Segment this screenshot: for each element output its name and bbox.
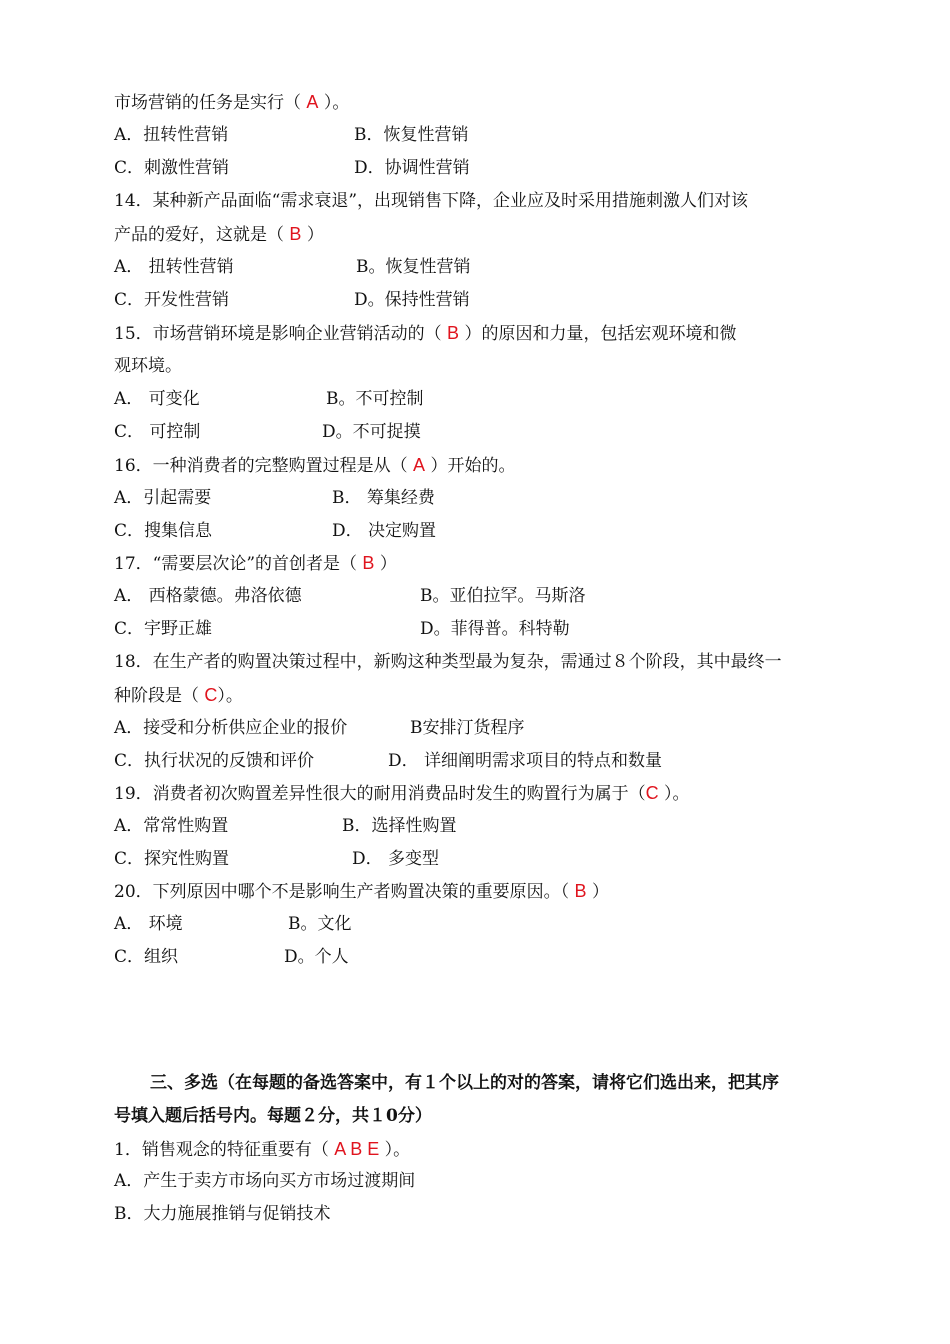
q17-option-d: D。菲得普。科特勒 [420,619,570,639]
q19-stem: 19．消费者初次购置差异性很大的耐用消费品时发生的购置行为属于（C ）。 [114,783,690,804]
q15-option-b: B。不可控制 [326,389,424,409]
q20-option-b: B。文化 [288,914,352,934]
q17-option-a: A． 西格蒙德。弗洛依德 [114,586,302,606]
q17-answer: B [362,553,375,573]
section3-heading-line2: 号填入题后括号内。每题２分，共１0分） [114,1106,432,1126]
q19-option-b: B．选择性购置 [342,816,457,836]
q14-stem-line2: 产品的爱好，这就是（ B ） [114,224,324,245]
q15-answer: B [447,323,460,343]
q14-option-d: D。保持性营销 [354,290,470,310]
q20-answer: B [574,881,587,901]
q19-answer: C [645,783,659,803]
q14-answer: B [289,224,302,244]
q13-option-c: C．刺激性营销 [114,158,230,178]
q17-stem: 17．“需要层次论”的首创者是（ B ） [114,553,397,574]
q18-option-a: A．接受和分析供应企业的报价 [114,718,348,738]
q15-option-a: A． 可变化 [114,389,200,409]
m1-option-a: A．产生于卖方市场向买方市场过渡期间 [114,1171,416,1191]
q16-option-a: A．引起需要 [114,488,212,508]
m1-answer: A B E [334,1139,380,1159]
q17-option-b: B。亚伯拉罕。马斯洛 [420,586,586,606]
q13-option-d: D．协调性营销 [354,158,470,178]
q14-stem-line1: 14．某种新产品面临“需求衰退”，出现销售下降，企业应及时采用措施刺激人们对该 [114,191,749,211]
q16-answer: A [413,455,426,475]
q18-option-d: D． 详细阐明需求项目的特点和数量 [388,751,663,771]
q16-stem: 16．一种消费者的完整购置过程是从（ A ）开始的。 [114,455,516,476]
m1-stem: 1．销售观念的特征重要有（ A B E ）。 [114,1139,411,1160]
q14-option-c: C．开发性营销 [114,290,230,310]
q16-option-c: C．搜集信息 [114,521,213,541]
q13-answer: A [306,92,319,112]
q16-option-b: B． 筹集经费 [332,488,435,508]
q13-option-a: A．扭转性营销 [114,125,229,145]
q17-option-c: C．宇野正雄 [114,619,213,639]
q18-option-c: C．执行状况的反馈和评价 [114,751,315,771]
q19-option-a: A．常常性购置 [114,816,229,836]
q15-option-d: D。不可捉摸 [322,422,421,442]
q13-option-b: B．恢复性营销 [354,125,469,145]
q18-stem-line2: 种阶段是（ C）。 [114,685,243,706]
q18-answer: C [204,685,218,705]
section3-heading-line1: 三、多选（在每题的备选答案中，有１个以上的对的答案，请将它们选出来，把其序 [150,1073,779,1093]
m1-option-b: B．大力施展推销与促销技术 [114,1204,331,1224]
q19-option-c: C．探究性购置 [114,849,230,869]
q20-option-d: D。个人 [284,947,349,967]
q16-option-d: D． 决定购置 [332,521,437,541]
q15-option-c: C． 可控制 [114,422,201,442]
q14-option-b: B。恢复性营销 [356,257,471,277]
q20-stem: 20．下列原因中哪个不是影响生产者购置决策的重要原因。（ B ） [114,881,609,902]
q19-option-d: D． 多变型 [352,849,440,869]
q14-option-a: A． 扭转性营销 [114,257,234,277]
q13-stem: 市场营销的任务是实行（ A ）。 [114,92,350,113]
q15-stem-line1: 15．市场营销环境是影响企业营销活动的（ B ）的原因和力量，包括宏观环境和微 [114,323,737,344]
q18-option-b: B安排汀货程序 [410,718,525,738]
q15-stem-line2: 观环境。 [114,356,182,376]
q20-option-a: A． 环境 [114,914,183,934]
q18-stem-line1: 18．在生产者的购置决策过程中，新购这种类型最为复杂，需通过８个阶段，其中最终一 [114,652,782,672]
q20-option-c: C．组织 [114,947,179,967]
